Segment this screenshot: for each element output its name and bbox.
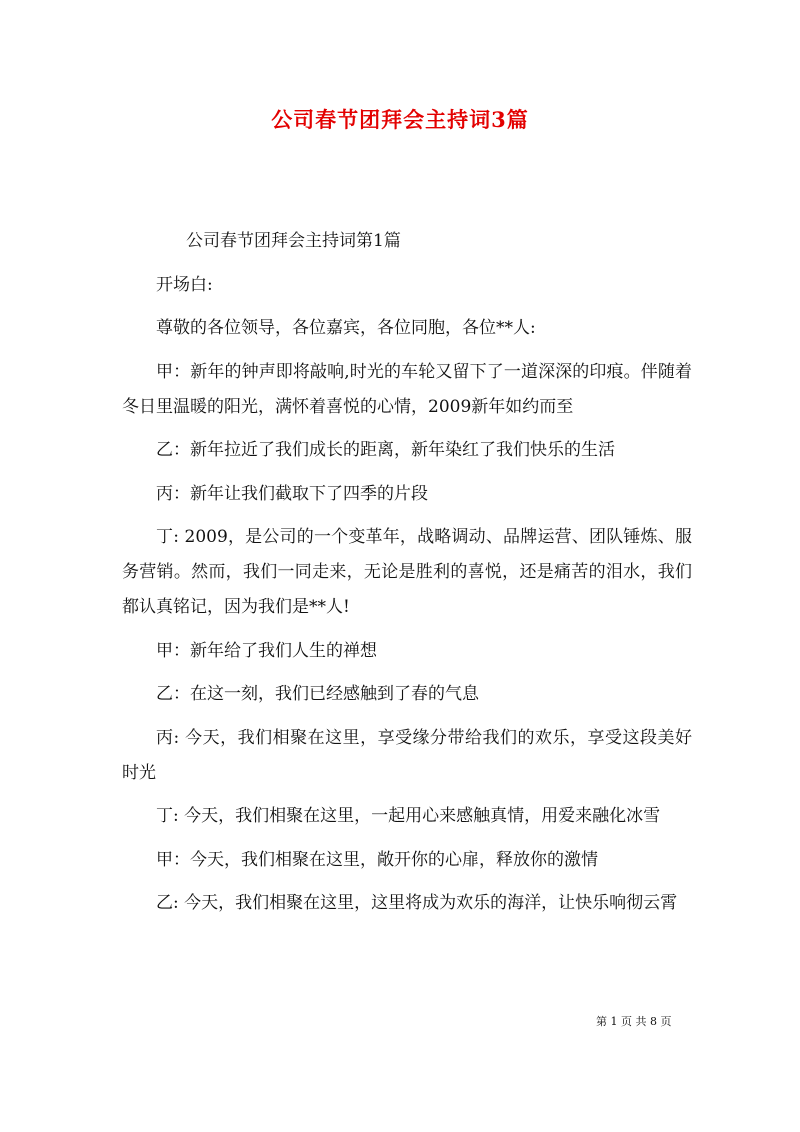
document-body xyxy=(122,224,692,930)
paragraph: 丁: 今天，我们相聚在这里，一起用心来感触真情，用爱来融化冰雪 xyxy=(156,806,661,826)
paragraph: 丁: 2009，是公司的一个变革年，战略调动、品牌运营、团队锤炼、服务营销。然而，我们一同走来，无论是胜利的喜悦，还是痛苦的泪水，我们都认真铭记，因为我们是**人! xyxy=(122,527,692,617)
section-heading: 公司春节团拜会主持词第1篇 xyxy=(186,231,401,251)
paragraph: 甲：新年的钟声即将敲响,时光的车轮又留下了一道深深的印痕。伴随着冬日里温暖的阳光，满怀着喜悦的心情，2009新年如约而至 xyxy=(122,361,692,417)
paragraph: 乙：在这一刻，我们已经感触到了春的气息 xyxy=(156,684,479,704)
paragraph: 乙: 今天，我们相聚在这里，这里将成为欢乐的海洋，让快乐响彻云霄 xyxy=(156,893,678,913)
paragraph: 乙：新年拉近了我们成长的距离，新年染红了我们快乐的生活 xyxy=(156,440,615,460)
document-title: 公司春节团拜会主持词3篇 xyxy=(271,107,529,132)
paragraph: 丙：新年让我们截取下了四季的片段 xyxy=(156,483,428,504)
paragraph: 开场白: xyxy=(156,274,213,295)
paragraph: 尊敬的各位领导，各位嘉宾，各位同胞，各位**人: xyxy=(156,318,536,338)
paragraph: 丙: 今天，我们相聚在这里，享受缘分带给我们的欢乐，享受这段美好时光 xyxy=(122,727,692,783)
paragraph: 甲：今天，我们相聚在这里，敞开你的心扉，释放你的激情 xyxy=(156,849,598,870)
paragraph: 甲：新年给了我们人生的禅想 xyxy=(156,640,377,661)
page-number-footer: 第 1 页 共 8 页 xyxy=(596,1015,672,1028)
